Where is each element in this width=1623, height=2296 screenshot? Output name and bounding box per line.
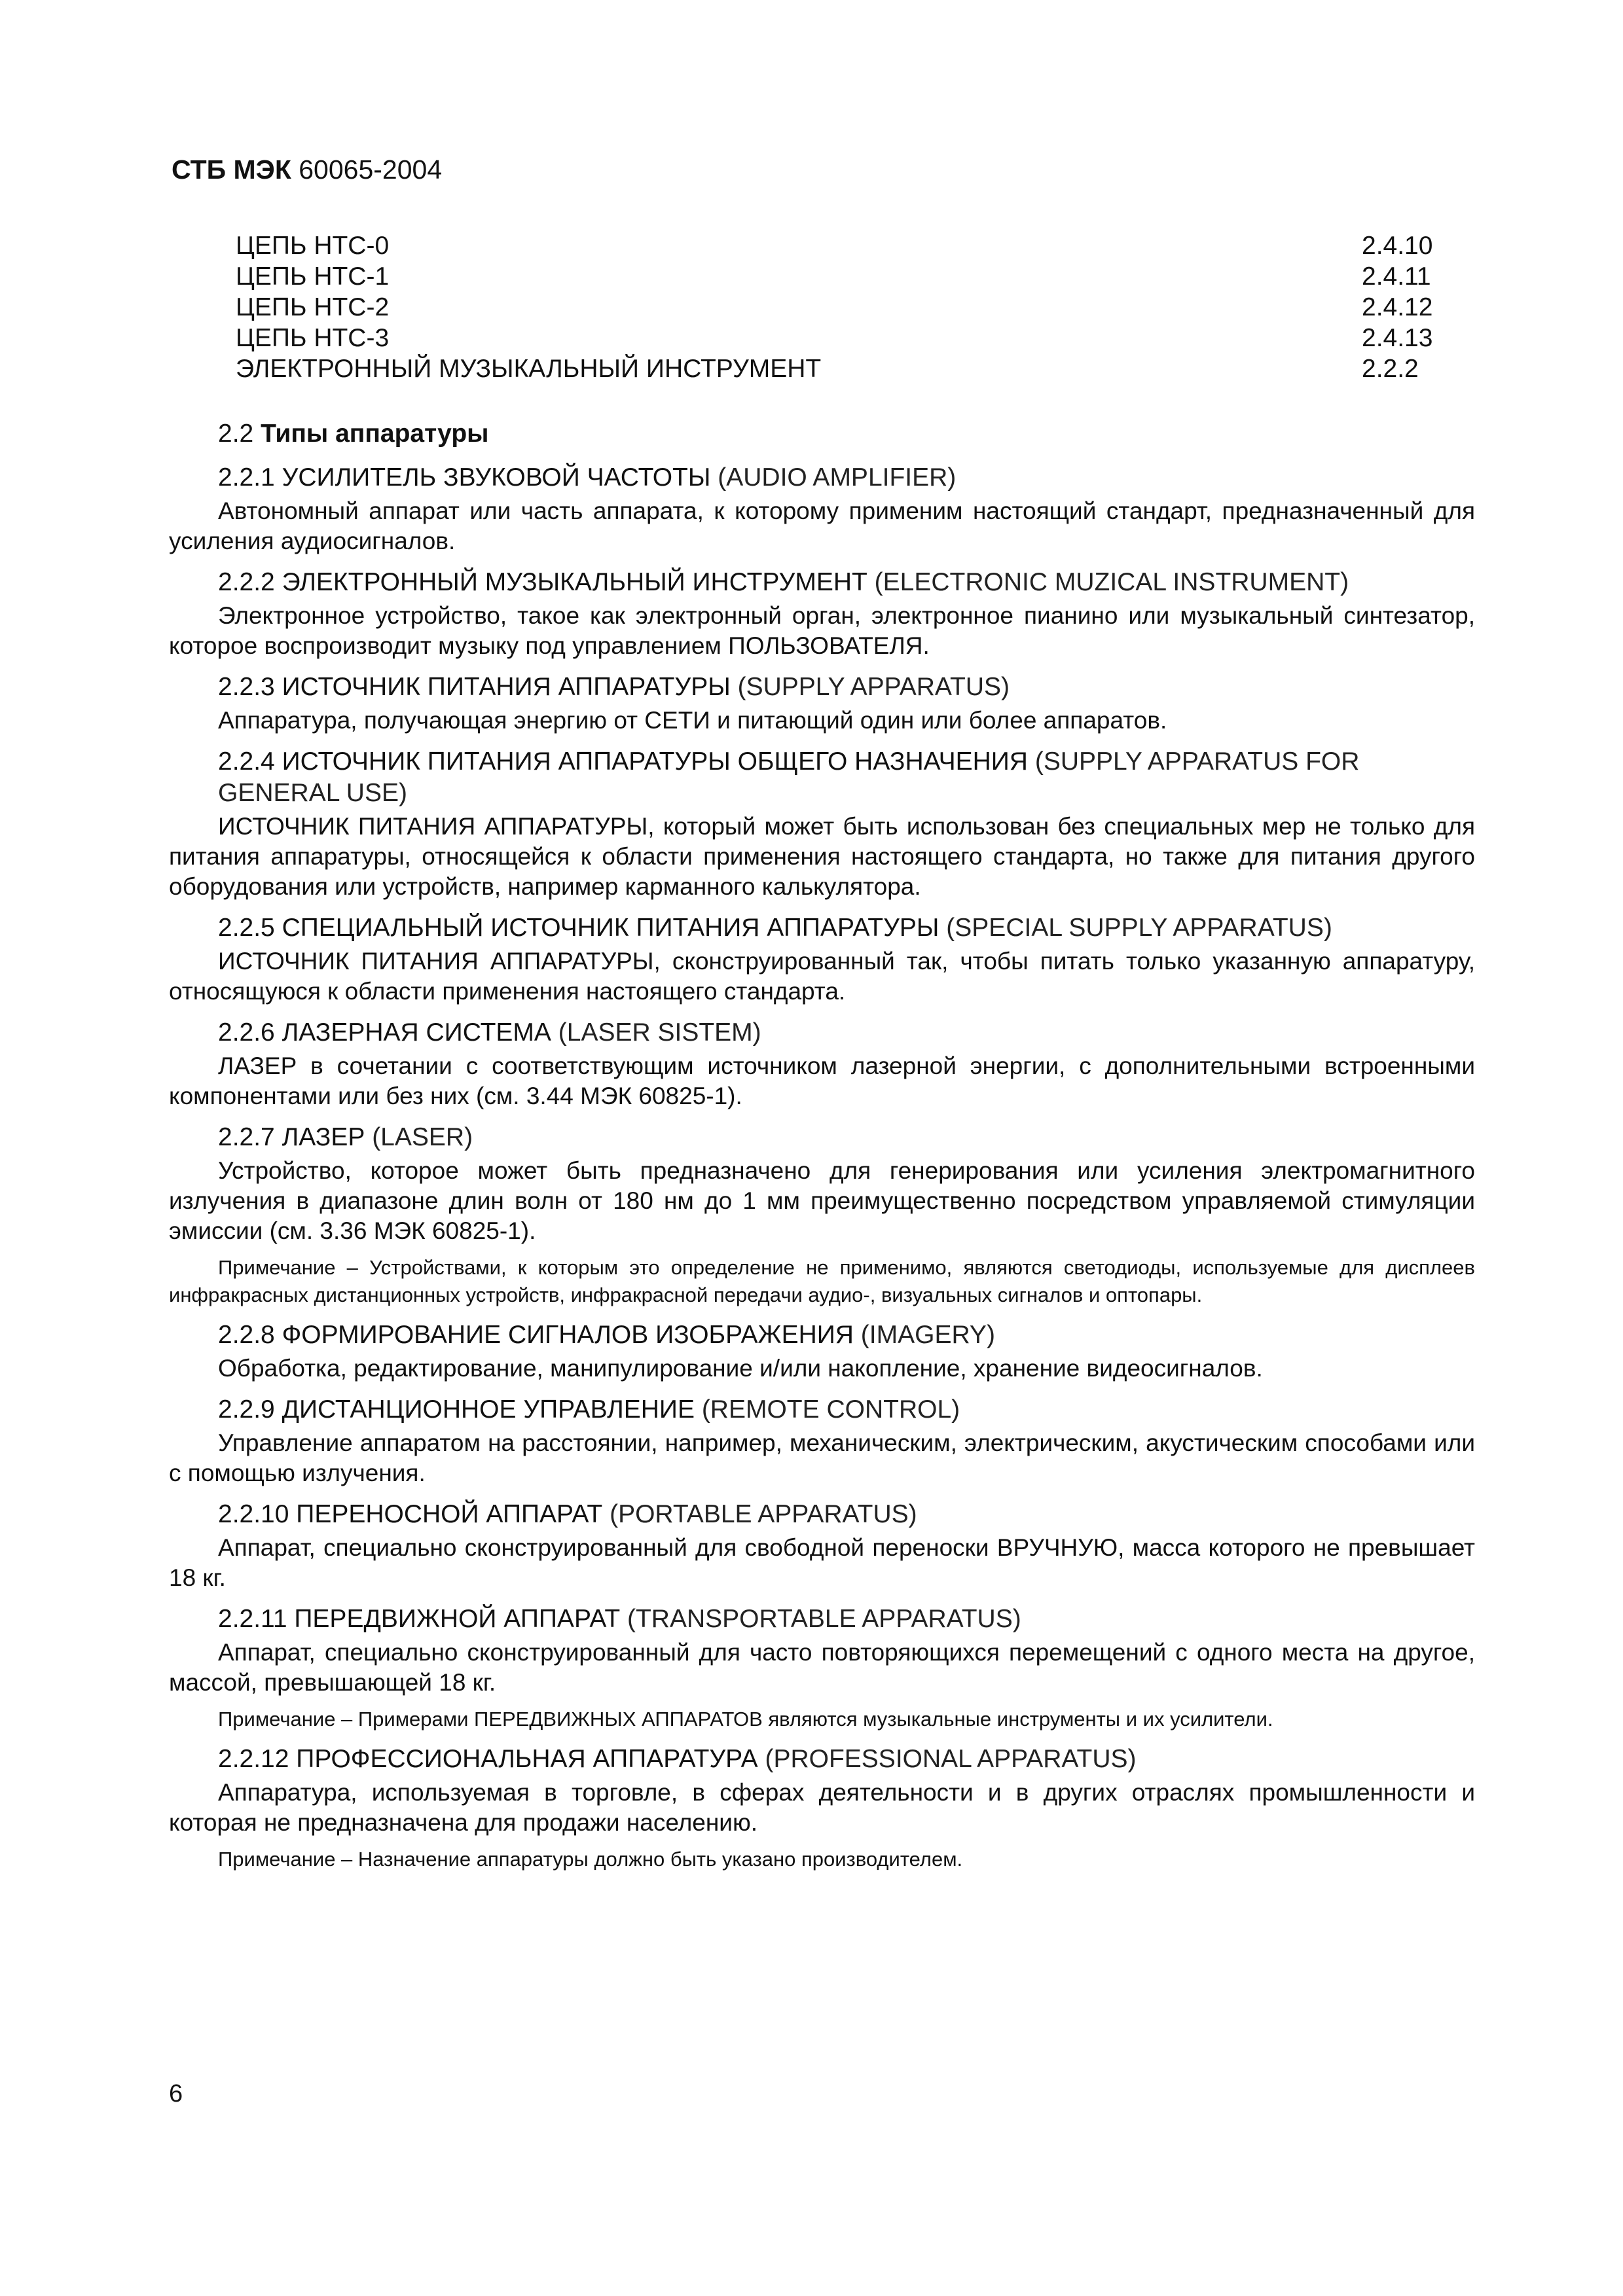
term-name: УСИЛИТЕЛЬ ЗВУКОВОЙ ЧАСТОТЫ bbox=[282, 463, 711, 492]
term-heading bbox=[169, 746, 1475, 809]
term-name: ДИСТАНЦИОННОЕ УПРАВЛЕНИЕ bbox=[282, 1395, 695, 1424]
term-number: 2.2.4 bbox=[218, 747, 275, 776]
term-index-label: ЦЕПЬ НТС-2 bbox=[236, 293, 390, 321]
term-number: 2.2.8 bbox=[218, 1321, 275, 1349]
term-english: (AUDIO AMPLIFIER) bbox=[718, 463, 957, 492]
term-english: (TRANSPORTABLE APPARATUS) bbox=[627, 1605, 1021, 1633]
term-english: (LASER SISTEM) bbox=[558, 1018, 761, 1047]
term-name: ЛАЗЕР bbox=[282, 1123, 365, 1151]
term-number: 2.2.11 bbox=[218, 1605, 287, 1633]
term-definition: Автономный аппарат или часть аппарата, к которому применим настоящий стандарт, предназначенный для усиления аудиосигналов. bbox=[169, 497, 1475, 554]
term-name: ЛАЗЕРНАЯ СИСТЕМА bbox=[282, 1018, 551, 1047]
term-note: Примечание – Устройствами, к которым это определение не применимо, являются светодиоды, используемые для дисплеев инфракрасных дистанционных устройств, инфракрасной передачи аудио-, визуальных сигналов и оптопары. bbox=[169, 1256, 1475, 1306]
term-index-ref: 2.4.12 bbox=[1362, 293, 1433, 321]
term-english: (SUPPLY APPARATUS FOR GENERAL USE) bbox=[218, 747, 1360, 807]
term-definition: Обработка, редактирование, манипулирование и/или накопление, хранение видеосигналов. bbox=[218, 1355, 1263, 1382]
term-definition: Управление аппаратом на расстоянии, например, механическим, электрическим, акустическим способами или с помощью излучения. bbox=[169, 1429, 1475, 1486]
term-definition: Аппаратура, используемая в торговле, в сферах деятельности и в других отраслях промышленности и которая не предназначена для продажи населению. bbox=[169, 1779, 1475, 1836]
term-number: 2.2.7 bbox=[218, 1123, 275, 1151]
term-definition: ИСТОЧНИК ПИТАНИЯ АППАРАТУРЫ, который может быть использован без специальных мер не только для питания аппаратуры, относящейся к области применения настоящего стандарта, но также для питания другого оборудования или устройств, например карманного калькулятора. bbox=[169, 813, 1475, 900]
term-number: 2.2.2 bbox=[218, 568, 275, 596]
term-name: ИСТОЧНИК ПИТАНИЯ АППАРАТУРЫ bbox=[282, 673, 731, 701]
term-heading bbox=[169, 1744, 1475, 1775]
term-number: 2.2.6 bbox=[218, 1018, 275, 1047]
term-heading bbox=[169, 1122, 1475, 1153]
term-name: ПРОФЕССИОНАЛЬНАЯ АППАРАТУРА bbox=[296, 1745, 758, 1773]
term-name: ПЕРЕДВИЖНОЙ АППАРАТ bbox=[294, 1605, 621, 1633]
term-index-label: ЭЛЕКТРОННЫЙ МУЗЫКАЛЬНЫЙ ИНСТРУМЕНТ bbox=[236, 355, 822, 383]
term-english: (PROFESSIONAL APPARATUS) bbox=[765, 1745, 1137, 1773]
term-definition: ИСТОЧНИК ПИТАНИЯ АППАРАТУРЫ, сконструированный так, чтобы питать только указанную аппаратуру, относящуюся к области применения настоящего стандарта. bbox=[169, 948, 1475, 1005]
term-index-row bbox=[236, 292, 1440, 323]
term-english: (SUPPLY APPARATUS) bbox=[737, 673, 1010, 701]
term-heading bbox=[169, 1017, 1475, 1049]
term-index-ref: 2.2.2 bbox=[1362, 355, 1419, 383]
term-heading bbox=[169, 1499, 1475, 1530]
term-heading bbox=[169, 912, 1475, 944]
term-heading bbox=[169, 1319, 1475, 1351]
page-number: 6 bbox=[169, 2080, 183, 2108]
document-header bbox=[172, 154, 442, 185]
term-name: ПЕРЕНОСНОЙ АППАРАТ bbox=[296, 1500, 603, 1528]
term-index-label: ЦЕПЬ НТС-1 bbox=[236, 262, 390, 291]
term-index-label: ЦЕПЬ НТС-3 bbox=[236, 324, 390, 352]
term-number: 2.2.3 bbox=[218, 673, 275, 701]
term-definition: Устройство, которое может быть предназначено для генерирования или усиления электромагнитного излучения в диапазоне длин волн от 180 нм до 1 мм преимущественно посредством управляемой стимуляции эмиссии (см. 3.36 МЭК 60825-1). bbox=[169, 1157, 1475, 1244]
term-number: 2.2.9 bbox=[218, 1395, 275, 1424]
term-english: (LASER) bbox=[372, 1123, 473, 1151]
term-heading bbox=[169, 1394, 1475, 1426]
term-index-row bbox=[236, 353, 1440, 384]
term-note: Примечание – Примерами ПЕРЕДВИЖНЫХ АППАРАТОВ являются музыкальные инструменты и их усилители. bbox=[218, 1708, 1273, 1731]
term-name: ИСТОЧНИК ПИТАНИЯ АППАРАТУРЫ ОБЩЕГО НАЗНАЧЕНИЯ bbox=[282, 747, 1028, 776]
term-index-ref: 2.4.11 bbox=[1362, 262, 1431, 291]
section-title: Типы аппаратуры bbox=[261, 420, 489, 448]
term-english: (REMOTE CONTROL) bbox=[701, 1395, 960, 1424]
term-definition: ЛАЗЕР в сочетании с соответствующим источником лазерной энергии, с дополнительными встроенными компонентами или без них (см. 3.44 МЭК 60825-1). bbox=[169, 1052, 1475, 1109]
term-index-label: ЦЕПЬ НТС-0 bbox=[236, 232, 390, 260]
term-name: ФОРМИРОВАНИЕ СИГНАЛОВ ИЗОБРАЖЕНИЯ bbox=[282, 1321, 854, 1349]
term-index-row bbox=[236, 261, 1440, 292]
term-index bbox=[236, 230, 1440, 384]
term-number: 2.2.1 bbox=[218, 463, 275, 492]
term-index-row bbox=[236, 230, 1440, 261]
term-index-ref: 2.4.10 bbox=[1362, 232, 1433, 260]
term-english: (ELECTRONIC MUZICAL INSTRUMENT) bbox=[874, 568, 1349, 596]
term-name: СПЕЦИАЛЬНЫЙ ИСТОЧНИК ПИТАНИЯ АППАРАТУРЫ bbox=[282, 914, 939, 942]
term-number: 2.2.12 bbox=[218, 1745, 289, 1773]
term-heading bbox=[169, 1604, 1475, 1635]
section-number: 2.2 bbox=[218, 420, 254, 448]
document-body bbox=[169, 418, 1475, 1873]
term-definition: Аппарат, специально сконструированный для свободной переноски ВРУЧНУЮ, масса которого не превышает 18 кг. bbox=[169, 1534, 1475, 1591]
standard-number: 60065-2004 bbox=[299, 154, 443, 185]
term-definition: Аппарат, специально сконструированный для часто повторяющихся перемещений с одного места на другое, массой, превышающей 18 кг. bbox=[169, 1639, 1475, 1696]
term-index-row bbox=[236, 323, 1440, 353]
term-index-ref: 2.4.13 bbox=[1362, 324, 1433, 352]
term-definition: Аппаратура, получающая энергию от СЕТИ и питающий один или более аппаратов. bbox=[218, 707, 1167, 734]
term-number: 2.2.10 bbox=[218, 1500, 289, 1528]
term-note: Примечание – Назначение аппаратуры должно быть указано производителем. bbox=[218, 1848, 963, 1871]
standard-label: СТБ МЭК bbox=[172, 154, 291, 185]
term-heading bbox=[169, 462, 1475, 493]
term-english: (SPECIAL SUPPLY APPARATUS) bbox=[946, 914, 1332, 942]
term-definition: Электронное устройство, такое как электронный орган, электронное пианино или музыкальный синтезатор, которое воспроизводит музыку под управлением ПОЛЬЗОВАТЕЛЯ. bbox=[169, 602, 1475, 659]
term-english: (PORTABLE APPARATUS) bbox=[610, 1500, 917, 1528]
section-heading bbox=[169, 418, 1475, 450]
term-heading bbox=[169, 567, 1475, 598]
term-number: 2.2.5 bbox=[218, 914, 275, 942]
term-heading bbox=[169, 672, 1475, 703]
term-english: (IMAGERY) bbox=[860, 1321, 995, 1349]
term-name: ЭЛЕКТРОННЫЙ МУЗЫКАЛЬНЫЙ ИНСТРУМЕНТ bbox=[282, 568, 867, 596]
